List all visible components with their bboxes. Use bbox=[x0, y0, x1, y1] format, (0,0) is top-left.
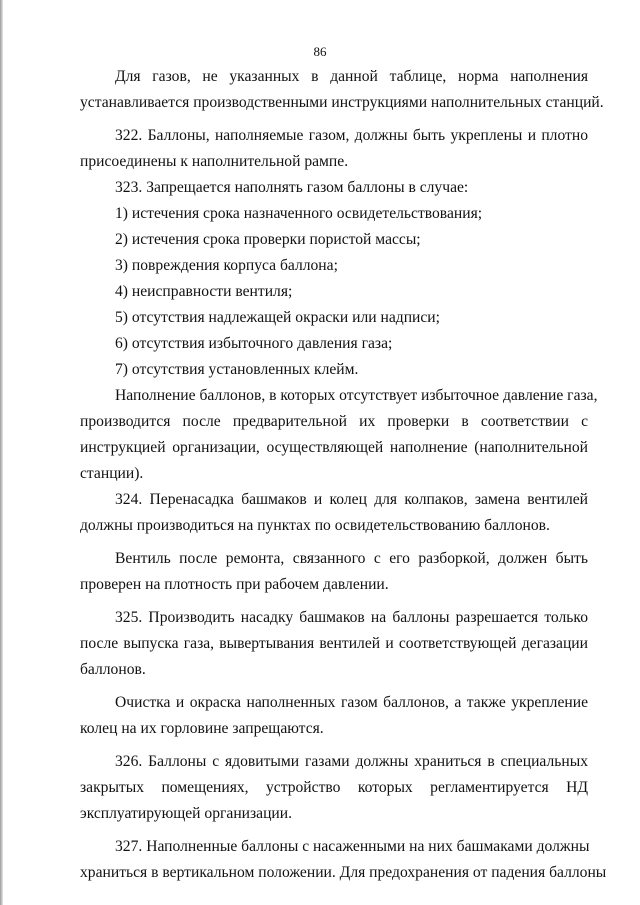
paragraph-line: 326. Баллоны с ядовитыми газами должны храниться в специальных bbox=[115, 753, 588, 770]
paragraph-line: храниться в вертикальном положении. Для предохранения от падения баллоны bbox=[80, 864, 607, 881]
list-item: 7) отсутствия установленных клейм. bbox=[115, 361, 359, 378]
paragraph-line: после выпуска газа, вывертывания вентилей и соответствующей дегазации bbox=[80, 635, 588, 652]
paragraph-line: колец на их горловине запрещаются. bbox=[80, 720, 324, 737]
page-number: 86 bbox=[313, 44, 327, 59]
scan-edge bbox=[0, 0, 3, 905]
paragraph-line: производится после предварительной их проверки в соответствии с bbox=[80, 413, 588, 430]
paragraph-line: 323. Запрещается наполнять газом баллоны в случае: bbox=[115, 179, 469, 196]
list-item: 4) неисправности вентиля; bbox=[115, 283, 293, 300]
paragraph-line: 322. Баллоны, наполняемые газом, должны быть укреплены и плотно bbox=[115, 127, 588, 144]
paragraph-line: Вентиль после ремонта, связанного с его разборкой, должен быть bbox=[115, 550, 588, 567]
paragraph-line: 324. Перенасадка башмаков и колец для колпаков, замена вентилей bbox=[115, 491, 588, 508]
paragraph-line: Очистка и окраска наполненных газом баллонов, а также укрепление bbox=[115, 694, 588, 711]
list-item: 2) истечения срока проверки пористой массы; bbox=[115, 231, 421, 248]
paragraph-line: эксплуатирующей организации. bbox=[80, 805, 293, 822]
list-item: 6) отсутствия избыточного давления газа; bbox=[115, 335, 393, 352]
paragraph-line: устанавливается производственными инструкциями наполнительных станций. bbox=[80, 94, 604, 111]
paragraph-line: баллонов. bbox=[80, 661, 146, 678]
list-item: 1) истечения срока назначенного освидетельствования; bbox=[115, 205, 483, 222]
paragraph-line: инструкцией организации, осуществляющей наполнение (наполнительной bbox=[80, 439, 588, 456]
paragraph-line: Наполнение баллонов, в которых отсутствует избыточное давление газа, bbox=[115, 387, 598, 404]
list-item: 5) отсутствия надлежащей окраски или надписи; bbox=[115, 309, 440, 326]
paragraph-line: закрытых помещениях, устройство которых регламентируется НД bbox=[80, 779, 588, 796]
paragraph-line: проверен на плотность при рабочем давлении. bbox=[80, 576, 389, 593]
paragraph-line: должны производиться на пунктах по освидетельствованию баллонов. bbox=[80, 517, 550, 534]
paragraph-line: станции). bbox=[80, 465, 144, 482]
body-text bbox=[80, 64, 607, 886]
list-item: 3) повреждения корпуса баллона; bbox=[115, 257, 338, 274]
paragraph-line: Для газов, не указанных в данной таблице, норма наполнения bbox=[115, 68, 588, 85]
paragraph-line: 327. Наполненные баллоны с насаженными на них башмаками должны bbox=[115, 838, 590, 855]
paragraph-line: присоединены к наполнительной рампе. bbox=[80, 153, 349, 170]
paragraph-line: 325. Производить насадку башмаков на баллоны разрешается только bbox=[115, 609, 588, 626]
